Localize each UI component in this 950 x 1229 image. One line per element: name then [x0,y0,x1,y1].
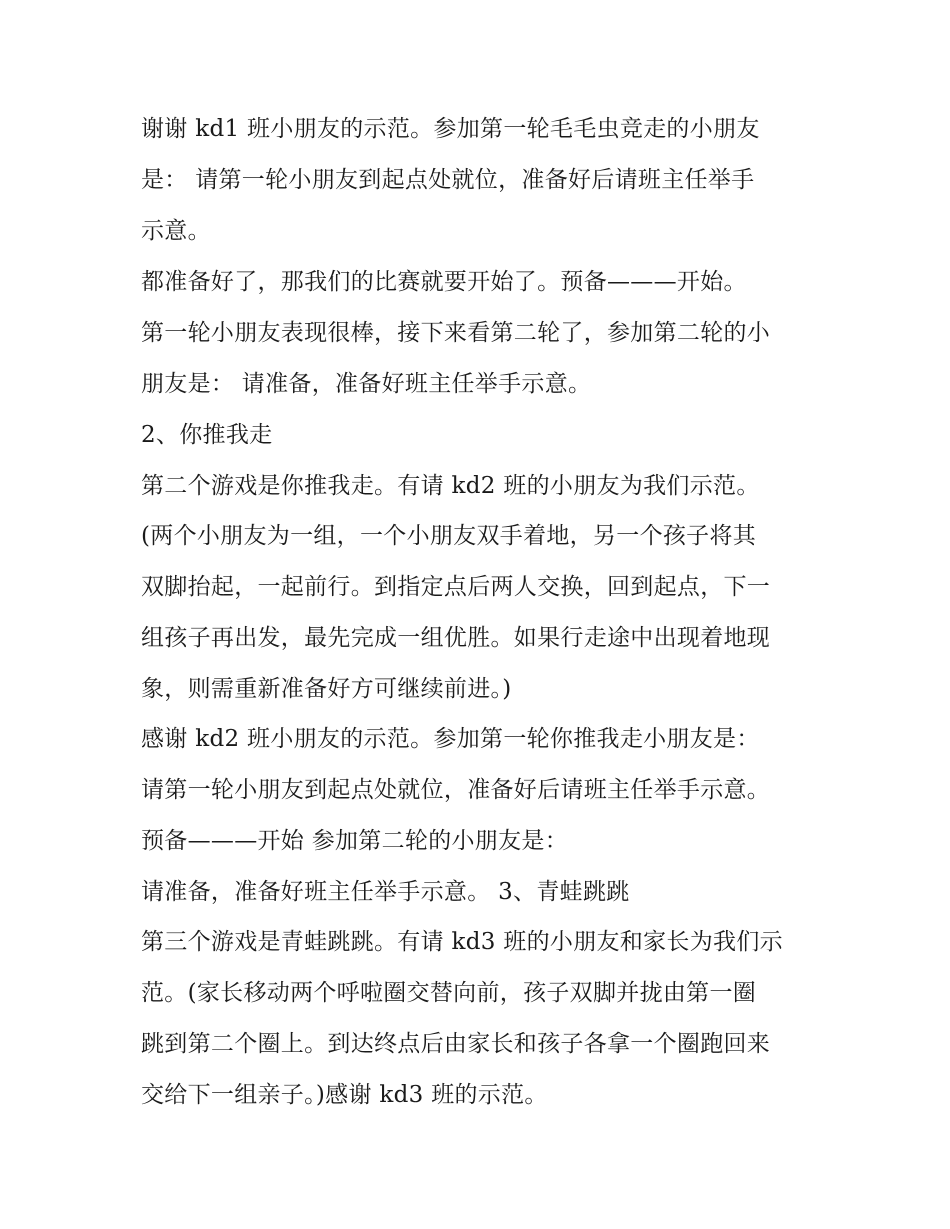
text-line: 是： 请第一轮小朋友到起点处就位，准备好后请班主任举手 [141,167,755,193]
text-line: 预备———开始 参加第二轮的小朋友是： [141,828,569,854]
text-line: 朋友是： 请准备，准备好班主任举手示意。 [141,371,592,397]
text-line: 交给下一组亲子。)感谢 kd3 班的示范。 [141,1082,548,1108]
text-line: 谢谢 kd1 班小朋友的示范。参加第一轮毛毛虫竞走的小朋友 [141,116,760,142]
text-line: 范。(家长移动两个呼啦圈交替向前，孩子双脚并拢由第一圈 [141,980,757,1006]
text-line: 象，则需重新准备好方可继续前进。) [141,676,512,702]
text-line: 双脚抬起，一起前行。到指定点后两人交换，回到起点，下一 [141,574,771,600]
text-line: 请准备，准备好班主任举手示意。 3、青蛙跳跳 [141,879,630,905]
text-line: 请第一轮小朋友到起点处就位，准备好后请班主任举手示意。 [141,777,771,803]
text-line: 组孩子再出发，最先完成一组优胜。如果行走途中出现着地现 [141,625,771,651]
text-line: 第一轮小朋友表现很棒，接下来看第二轮了，参加第二轮的小 [141,320,771,346]
text-line: 第二个游戏是你推我走。有请 kd2 班的小朋友为我们示范。 [141,473,760,499]
text-line: 都准备好了，那我们的比赛就要开始了。预备———开始。 [141,269,747,295]
text-line: 跳到第二个圈上。到达终点后由家长和孩子各拿一个圈跑回来 [141,1031,771,1057]
text-line: 示意。 [141,218,211,244]
text-line: 感谢 kd2 班小朋友的示范。参加第一轮你推我走小朋友是： [141,726,760,752]
text-line: (两个小朋友为一组，一个小朋友双手着地，另一个孩子将其 [141,523,757,549]
text-line: 第三个游戏是青蛙跳跳。有请 kd3 班的小朋友和家长为我们示 [141,929,783,955]
section-heading: 2、你推我走 [141,422,273,448]
